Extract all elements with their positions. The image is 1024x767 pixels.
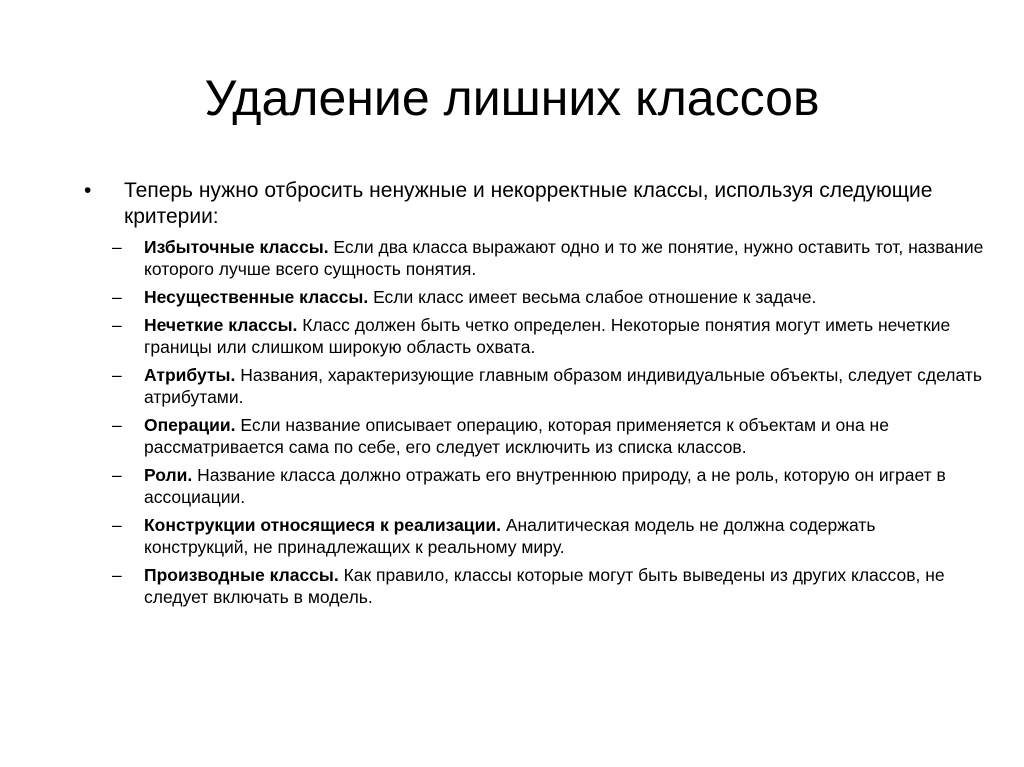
criterion-item	[84, 364, 984, 408]
dash-marker: –	[112, 515, 122, 535]
criterion-term: Операции.	[144, 415, 236, 435]
criterion-item	[84, 414, 984, 458]
dash-marker: –	[112, 565, 122, 585]
criterion-text: Названия, характеризующие главным образом индивидуальные объекты, следует сделать атрибутами.	[144, 365, 982, 407]
criterion-text: Аналитическая модель не должна содержать конструкций, не принадлежащих к реальному миру.	[144, 515, 876, 557]
criterion-item	[84, 314, 984, 358]
main-bullet-text: Теперь нужно отбросить ненужные и некорректные классы, используя следующие критерии:	[124, 179, 933, 228]
criterion-item	[84, 564, 984, 608]
main-bullet	[84, 178, 984, 230]
criterion-item	[84, 286, 984, 308]
dash-marker: –	[112, 237, 122, 257]
criterion-text: Если название описывает операцию, которая применяется к объектам и она не рассматривается сама по себе, его следует исключить из списка классов.	[144, 415, 889, 457]
criterion-item	[84, 514, 984, 558]
dash-marker: –	[112, 315, 122, 335]
criteria-list	[84, 236, 984, 608]
dash-marker: –	[112, 287, 122, 307]
criterion-item	[84, 464, 984, 508]
criterion-text: Если класс имеет весьма слабое отношение к задаче.	[368, 287, 817, 307]
criterion-term: Несущественные классы.	[144, 287, 369, 307]
criterion-text: Как правило, классы которые могут быть выведены из других классов, не следует включать в модель.	[144, 565, 945, 607]
criterion-term: Избыточные классы.	[144, 237, 329, 257]
criterion-term: Атрибуты.	[144, 365, 236, 385]
dash-marker: –	[112, 415, 122, 435]
dash-marker: –	[112, 365, 122, 385]
criterion-text: Класс должен быть четко определен. Некоторые понятия могут иметь нечеткие границы или слишком широкую область охвата.	[144, 315, 951, 357]
slide-body	[84, 178, 984, 614]
dash-marker: –	[112, 465, 122, 485]
criterion-term: Роли.	[144, 465, 193, 485]
slide-title: Удаление лишних классов	[204, 70, 820, 126]
criterion-text: Название класса должно отражать его внутреннюю природу, а не роль, которую он играет в ассоциации.	[144, 465, 946, 507]
bullet-marker: •	[84, 179, 92, 202]
criterion-term: Производные классы.	[144, 565, 339, 585]
criterion-term: Нечеткие классы.	[144, 315, 298, 335]
criterion-item	[84, 236, 984, 280]
criterion-term: Конструкции относящиеся к реализации.	[144, 515, 501, 535]
criterion-text: Если два класса выражают одно и то же понятие, нужно оставить тот, название которого лучше всего сущность понятия.	[144, 237, 984, 279]
